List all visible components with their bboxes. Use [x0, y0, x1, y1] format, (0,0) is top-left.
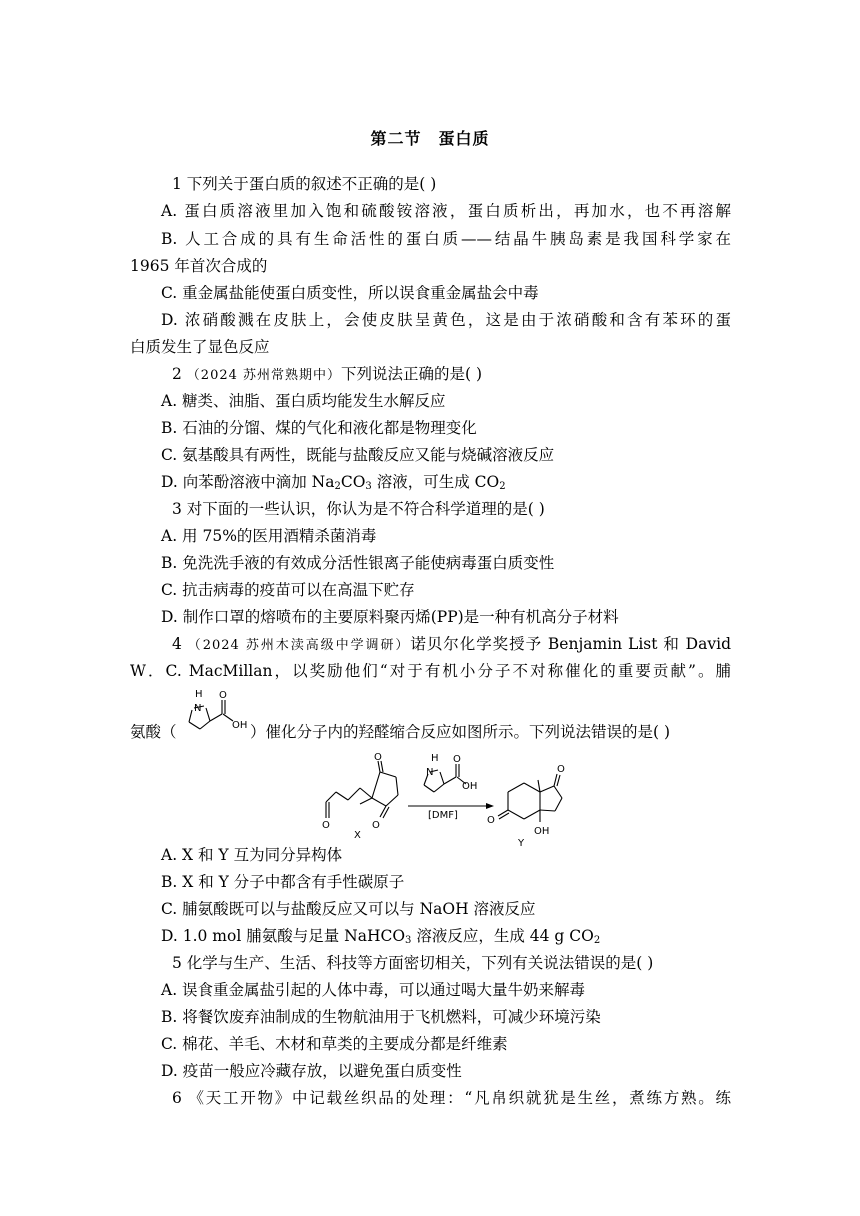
q3-option-c: C. 抗击病毒的疫苗可以在高温下贮存 [161, 581, 415, 599]
q2-number: 2 [172, 365, 187, 383]
q2-d-sub-3: 2 [499, 481, 506, 492]
proline-structure [180, 688, 250, 738]
y-o-left: O [487, 815, 495, 826]
label-y: Y [518, 838, 525, 848]
q5-option-d: D. 疫苗一般应冷藏存放，以避免蛋白质变性 [161, 1062, 462, 1080]
q1-option-b: B. 人工合成的具有生命活性的蛋白质——结晶牛胰岛素是我国科学家在 [161, 230, 731, 248]
q4-d-sub-2: 2 [593, 935, 601, 946]
x-o-top: O [374, 752, 382, 763]
q5-stem: 5 化学与生产、生活、科技等方面密切相关，下列有关说法错误的是( ) [172, 954, 654, 972]
q5-option-b: B. 将餐饮废弃油制成的生物航油用于飞机燃料，可减少环境污染 [161, 1008, 601, 1026]
q2-source: （2024 苏州常熟期中） [186, 368, 342, 383]
q1-option-d: D. 浓硝酸溅在皮肤上，会使皮肤呈黄色，这是由于浓硝酸和含有苯环的蛋 [161, 311, 731, 329]
q4-stem-text: 诺贝尔化学奖授予 Benjamin List 和 David [410, 635, 731, 653]
q2-d-text-1: D. 向苯酚溶液中滴加 Na [161, 473, 335, 491]
q1-option-b-cont: 1965 年首次合成的 [130, 257, 268, 275]
catalyst-oh: OH [462, 781, 478, 792]
solvent-label: [DMF] [428, 810, 458, 821]
q3-stem: 3 对下面的一些认识，你认为是不符合科学道理的是( ) [172, 500, 545, 518]
catalyst-n: N [426, 767, 434, 778]
q3-option-a: A. 用 75%的医用酒精杀菌消毒 [161, 527, 377, 545]
reaction-scheme [310, 748, 620, 848]
x-o-chain: O [322, 820, 330, 831]
proline-oh-label: OH [232, 720, 248, 731]
q4-stem-line3-post: ）催化分子内的羟醛缩合反应如图所示。下列说法错误的是( ) [250, 723, 671, 741]
q1-stem: 1 下列关于蛋白质的叙述不正确的是( ) [172, 175, 437, 193]
q2-option-a: A. 糖类、油脂、蛋白质均能发生水解反应 [161, 392, 446, 410]
q4-stem-line3-pre: 氨酸（ [130, 723, 177, 741]
q5-option-c: C. 棉花、羊毛、木材和草类的主要成分都是纤维素 [161, 1035, 508, 1053]
arrow-head-icon [486, 803, 494, 809]
x-o-bottom: O [372, 820, 380, 831]
q4-stem-line2: W．C. MacMillan，以奖励他们“对于有机小分子不对称催化的重要贡献”。脯 [130, 662, 731, 680]
q4-source: （2024 苏州木渎高级中学调研） [187, 638, 411, 653]
q2-d-sub-1: 2 [334, 481, 341, 492]
q2-stem [172, 364, 482, 386]
y-o-top: O [557, 764, 565, 775]
y-oh: OH [534, 826, 550, 837]
q1-option-c: C. 重金属盐能使蛋白质变性，所以误食重金属盐会中毒 [161, 284, 539, 302]
q2-option-c: C. 氨基酸具有两性，既能与盐酸反应又能与烧碱溶液反应 [161, 446, 555, 464]
q2-option-d [161, 472, 506, 492]
q5-option-a: A. 误食重金属盐引起的人体中毒，可以通过喝大量牛奶来解毒 [161, 981, 586, 999]
q4-number: 4 [172, 635, 188, 653]
q2-option-b: B. 石油的分馏、煤的气化和液化都是物理变化 [161, 419, 477, 437]
q4-option-c: C. 脯氨酸既可以与盐酸反应又可以与 NaOH 溶液反应 [161, 900, 536, 918]
q4-d-sub-1: 3 [405, 935, 412, 946]
q2-stem-text: 下列说法正确的是( ) [341, 365, 483, 383]
q2-d-text-2: CO [340, 473, 366, 491]
q6-stem: 6 《天工开物》中记载丝织品的处理：“凡帛织就犹是生丝，煮练方熟。练 [172, 1089, 731, 1107]
q1-option-a: A. 蛋白质溶液里加入饱和硫酸铵溶液，蛋白质析出，再加水，也不再溶解 [161, 202, 731, 220]
q2-d-sub-2: 3 [365, 481, 372, 492]
proline-o-label: O [219, 690, 227, 701]
q4-option-d [161, 926, 600, 946]
q3-option-d: D. 制作口罩的熔喷布的主要原料聚丙烯(PP)是一种有机高分子材料 [161, 608, 619, 626]
page-title: 第二节 蛋白质 [370, 129, 490, 148]
label-x: X [354, 830, 361, 841]
q4-option-a: A. X 和 Y 互为同分异构体 [161, 846, 343, 864]
q4-stem-line1 [172, 634, 731, 656]
q4-d-text-2: 溶液反应，生成 44 g CO [411, 927, 594, 945]
catalyst-h: H [431, 753, 439, 764]
q2-d-text-3: 溶液，可生成 CO [371, 473, 500, 491]
q1-option-d-cont: 白质发生了显色反应 [130, 338, 270, 356]
q4-d-text-1: D. 1.0 mol 脯氨酸与足量 NaHCO [161, 927, 406, 945]
proline-n-label: N [194, 703, 202, 714]
proline-h-label: H [195, 689, 203, 700]
catalyst-o: O [453, 754, 461, 765]
q4-option-b: B. X 和 Y 分子中都含有手性碳原子 [161, 873, 405, 891]
q3-option-b: B. 免洗洗手液的有效成分活性银离子能使病毒蛋白质变性 [161, 554, 555, 572]
